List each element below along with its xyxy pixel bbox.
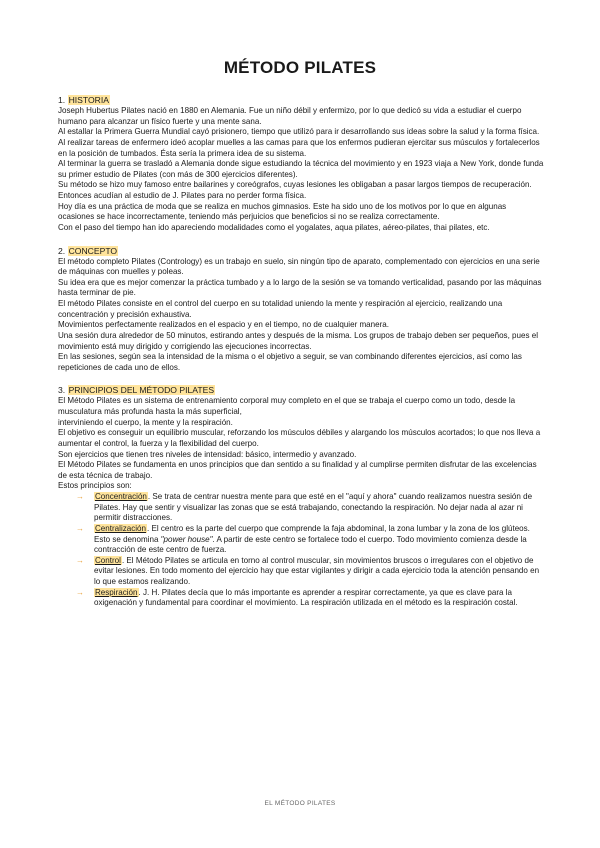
list-item xyxy=(58,588,544,609)
list-item xyxy=(58,492,544,524)
list-item xyxy=(58,524,544,556)
principle-text: . El centro es la parte del cuerpo que comprende la faja abdominal, la zona lumbar y la zona de los glúteos. Esto se denomina xyxy=(94,523,530,544)
paragraph: interviniendo el cuerpo, la mente y la respiración. xyxy=(58,417,233,427)
principle-text: . J. H. Pilates decía que lo más importante es aprender a respirar correctamente, ya que es clave para la oxigenación y fundamental para coordinar el movimiento. La respiración utilizada en el método es la respiración costal. xyxy=(94,587,518,608)
principle-italic: "power house" xyxy=(160,534,213,544)
paragraph: Movimientos perfectamente realizados en el espacio y en el tiempo, no de cualquier manera. xyxy=(58,320,389,330)
paragraph: Al terminar la guerra se trasladó a Alemania donde sigue estudiando la técnica del movimiento y en 1923 viaja a New York, donde funda su primer estudio de Pilates (con más de 300 ejercicios diferentes). xyxy=(58,159,544,179)
document-body xyxy=(58,95,544,609)
principle-term: Centralización xyxy=(95,523,146,533)
section-number: 3. xyxy=(58,385,66,396)
section-number: 1. xyxy=(58,95,66,105)
principle-text: . Se trata de centrar nuestra mente para que esté en el "aquí y ahora" cuando realizamos nuestra sesión de Pilates. Hay que sentir y visualizar las zonas que se está trabajando, conectando la respiración. No dejar nada al azar ni permitir distracciones. xyxy=(94,492,533,523)
paragraph: Hoy día es una práctica de moda que se realiza en muchos gimnasios. Este ha sido uno de los motivos por lo que en algunas ocasiones se hace incorrectamente, teniendo más perjuicios que beneficios si no se realiza correctamente. xyxy=(58,201,507,222)
paragraph: Al estallar la Primera Guerra Mundial cayó prisionero, tiempo que utilizó para ir desarrollando sus ideas sobre la salud y la forma física. Al realizar tareas de enfermero ideó acoplar muelles a las camas para que los enfermos pudieran ejercitar sus músculos y fortalecerlos en la posición de tumbados. Ésta sería la primera idea de su sistema. xyxy=(58,127,540,158)
principles-list xyxy=(58,492,544,609)
paragraph: El Método Pilates es un sistema de entrenamiento corporal muy completo en el que se trabaja el cuerpo como un todo, desde la musculatura más profunda hasta la más superficial, xyxy=(58,396,516,416)
arrow-right-icon: → xyxy=(76,523,84,533)
section-title: PRINCIPIOS DEL MÉTODO PILATES xyxy=(68,385,215,396)
principle-term: Control xyxy=(95,555,121,565)
paragraph: El método completo Pilates (Contrology) es un trabajo en suelo, sin ningún tipo de aparato, complementado con ejercicios en una serie de máquinas con muelles y poleas. xyxy=(58,256,540,277)
arrow-right-icon: → xyxy=(76,492,84,501)
arrow-right-icon: → xyxy=(76,555,84,565)
section-title: HISTORIA xyxy=(68,95,109,105)
principle-text: . A partir de este centro se fortalece todo el cuerpo. Todo movimiento comienza desde la contracción de este centro de fuerza. xyxy=(94,534,527,555)
paragraph: El método Pilates consiste en el control del cuerpo en su totalidad uniendo la mente y respiración al ejercicio, realizando una concentración y precisión exhaustiva. xyxy=(58,299,503,319)
paragraph: Su método se hizo muy famoso entre bailarines y coreógrafos, cuyas lesiones les obligaban a pasar largos tiempos de recuperación. Entonces acudían al estudio de J. Pilates para no perder forma física. xyxy=(58,180,532,200)
list-item xyxy=(58,556,544,588)
section-title: CONCEPTO xyxy=(68,245,118,256)
arrow-right-icon: → xyxy=(76,587,84,597)
paragraph: El objetivo es conseguir un equilibrio muscular, reforzando los músculos débiles y alargando los músculos acortados; lo que nos lleva a aumentar el control, la fuerza y la flexibilidad del cuerpo. xyxy=(58,428,541,448)
paragraph: Son ejercicios que tienen tres niveles de intensidad: básico, intermedio y avanzado. xyxy=(58,449,357,459)
paragraph: Estos principios son: xyxy=(58,481,132,491)
paragraph: El Método Pilates se fundamenta en unos principios que dan sentido a su finalidad y al cumplirse permiten disfrutar de las excelencias de esta técnica de trabajo. xyxy=(58,460,537,480)
principle-term: Concentración xyxy=(95,492,147,501)
section-heading-principios xyxy=(58,385,544,396)
section-number: 2. xyxy=(58,245,66,256)
principle-text: . El Método Pilates se articula en torno al control muscular, sin movimientos bruscos o irregulares con el objetivo de evitar lesiones. En todo momento del ejercicio hay que estar vigilantes y dirigir a cada ejercicio toda la atención pensando en lo que estamos realizando. xyxy=(94,555,540,586)
paragraph: Joseph Hubertus Pilates nació en 1880 en Alemania. Fue un niño débil y enfermizo, por lo que dedicó su vida a estudiar el cuerpo humano para alcanzar un físico fuerte y una mente sana. xyxy=(58,106,522,126)
page-title: MÉTODO PILATES xyxy=(223,58,377,77)
paragraph: En las sesiones, según sea la intensidad de la misma o el objetivo a seguir, se van combinando diferentes ejercicios, así como las repeticiones de cada uno de ellos. xyxy=(58,352,522,372)
paragraph: Su idea era que es mejor comenzar la práctica tumbado y a lo largo de la sesión se va tomando verticalidad, pasando por las máquinas hasta terminar de pie. xyxy=(58,277,542,298)
principle-term: Respiración xyxy=(95,587,138,597)
section-heading-concepto xyxy=(58,246,544,257)
page-footer: EL MÉTODO PILATES xyxy=(264,800,336,807)
paragraph: Con el paso del tiempo han ido apareciendo modalidades como el yogalates, aqua pilates, aéreo-pilates, thai pilates, etc. xyxy=(58,222,490,232)
paragraph: Una sesión dura alrededor de 50 minutos, estirando antes y después de la misma. Los grupos de trabajo deben ser pequeños, pues el movimiento está muy dirigido y corrigiendo las ejecuciones incorrectas. xyxy=(58,330,538,351)
section-heading-historia xyxy=(58,95,544,106)
